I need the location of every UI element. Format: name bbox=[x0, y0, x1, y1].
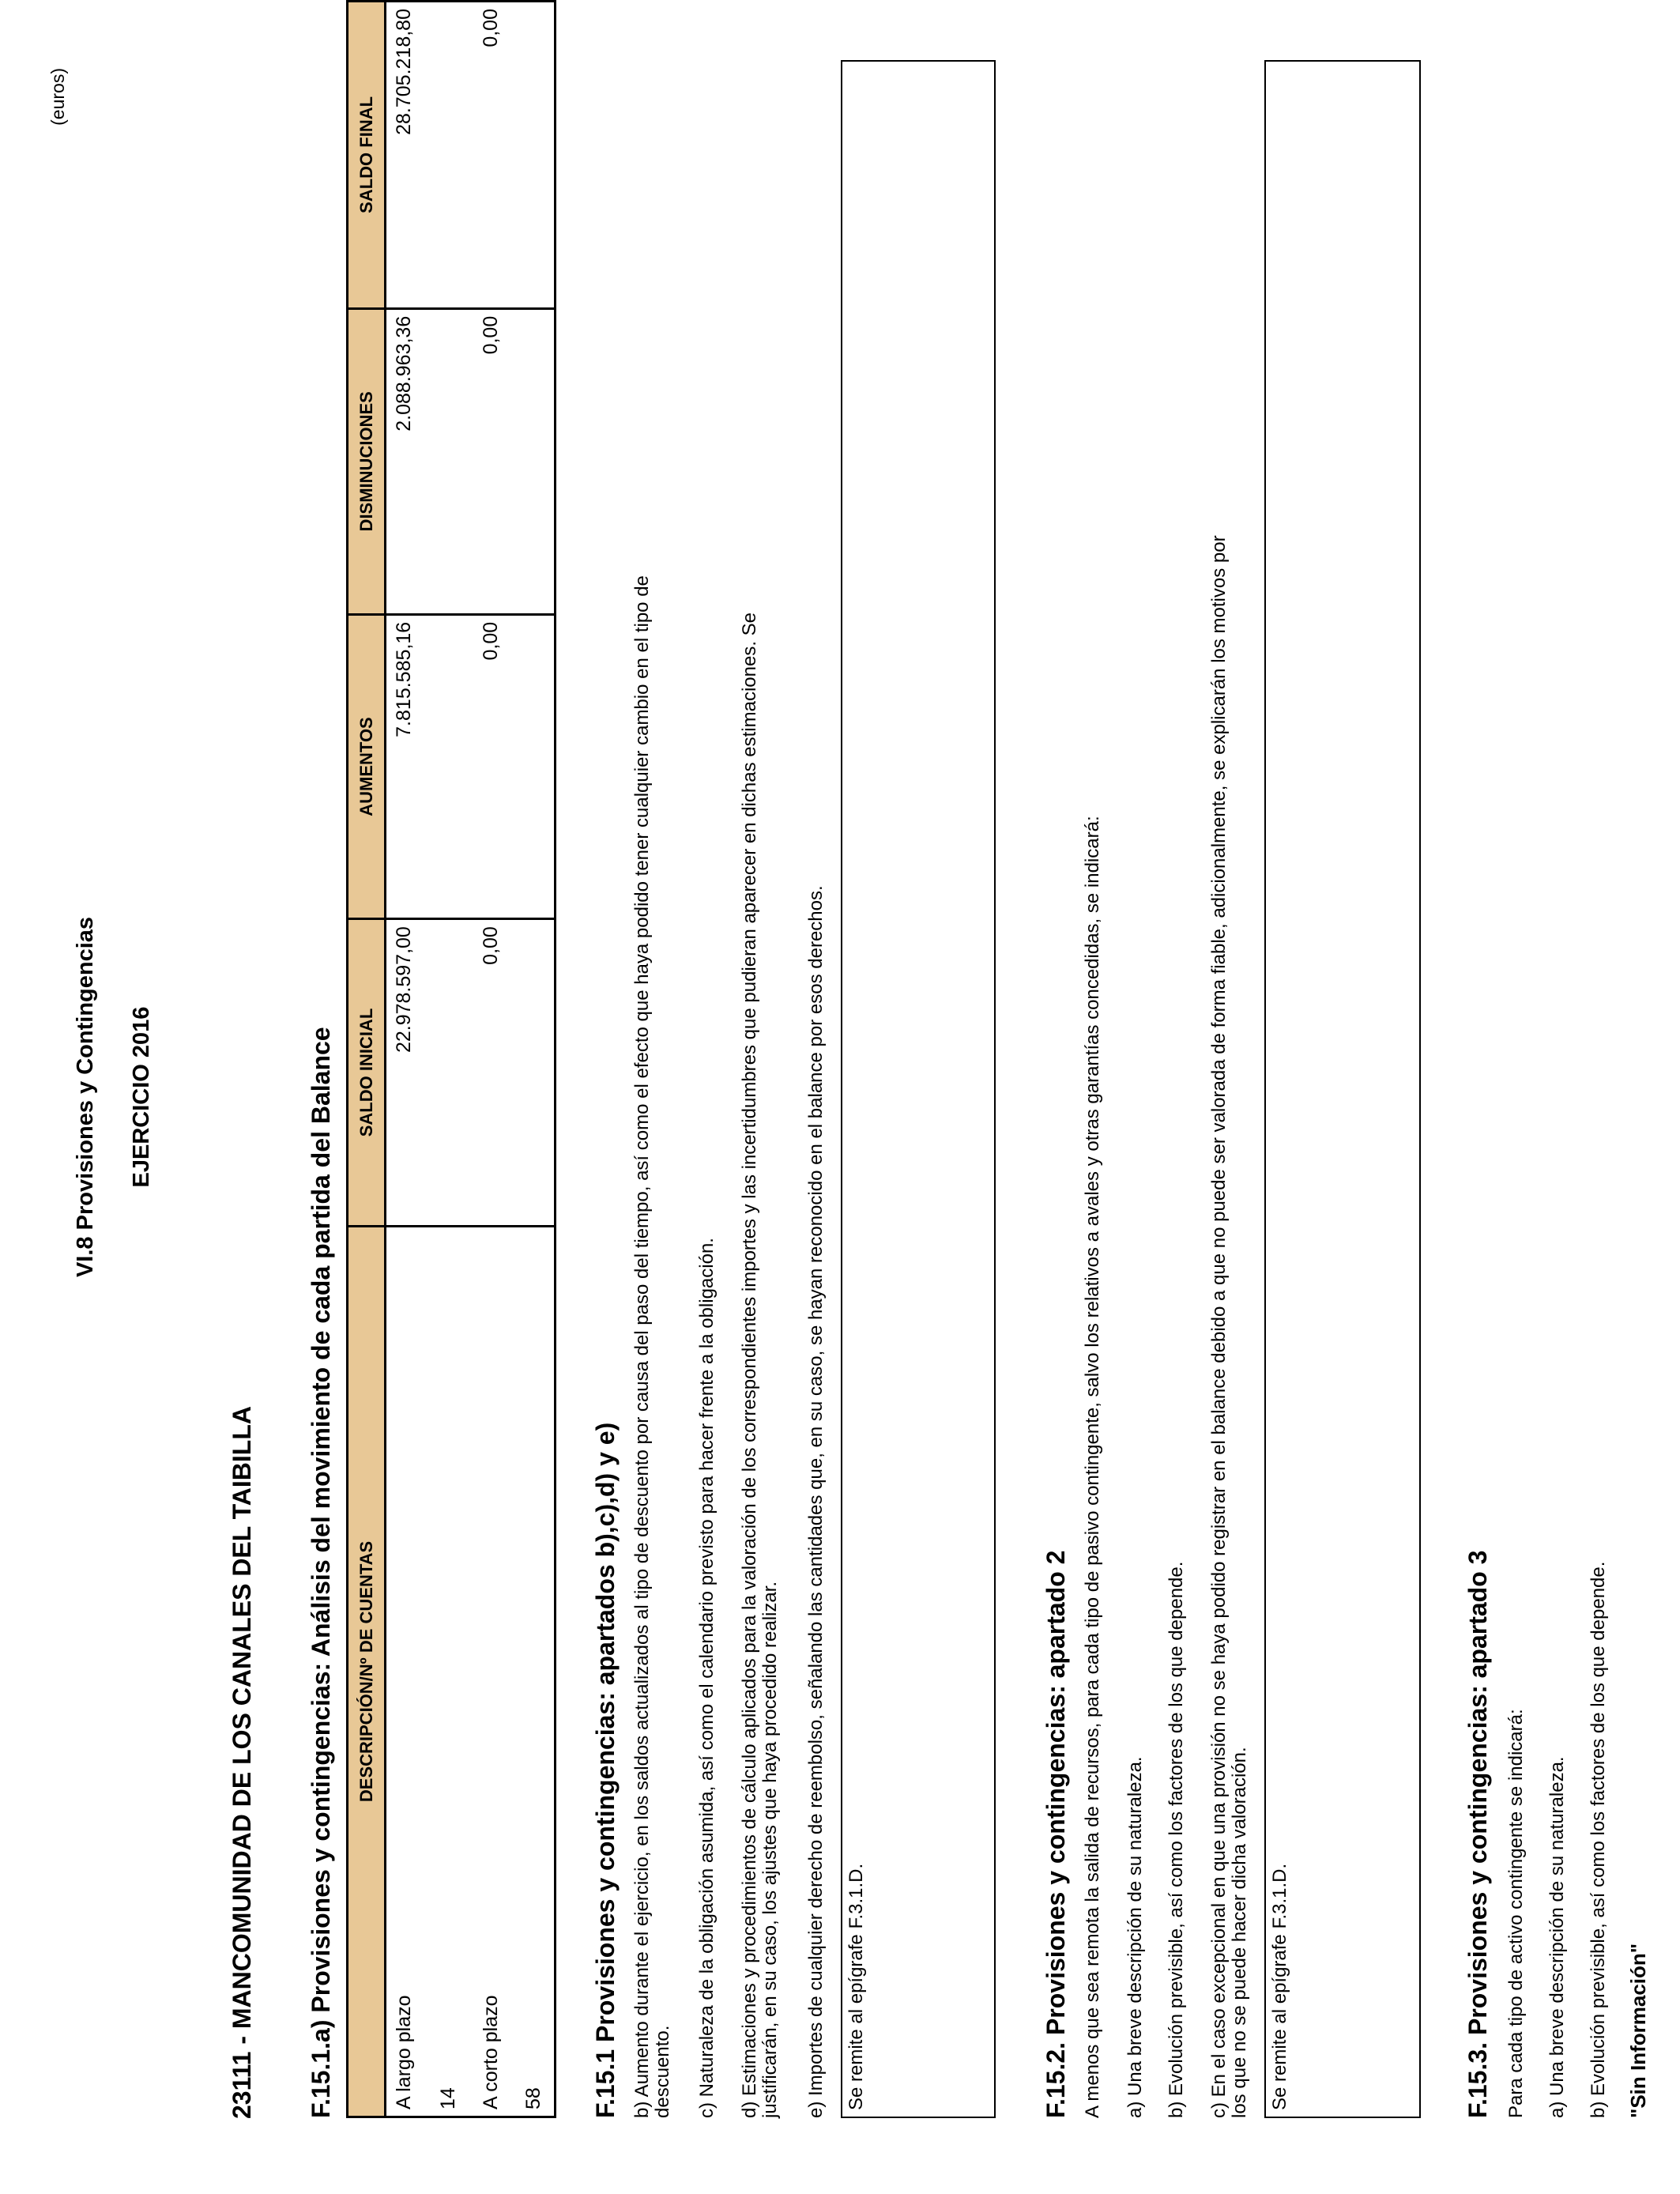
paragraph-intro: A menos que sea remota la salida de recursos, para cada tipo de pasivo contingente, salvo los relativos a avales y otras garantías concedidas, se indicará: bbox=[1082, 816, 1103, 2118]
table-row bbox=[519, 2, 556, 2117]
row-account-number: 14 bbox=[432, 1226, 477, 2117]
paragraph-b: b) Aumento durante el ejercicio, en los saldos actualizados al tipo de descuento por causa del paso del tiempo, así como el efecto que haya podido tener cualquier cambio en el tipo de bbox=[631, 575, 653, 2118]
paragraph-a: a) Una breve descripción de su naturaleza. bbox=[1546, 1756, 1568, 2118]
section-f1511-heading: F.15.1.a) Provisiones y contingencias: Análisis del movimiento de cada partida del Balance bbox=[307, 1027, 335, 2118]
box-text: Se remite al epígrafe F.3.1.D. bbox=[846, 1863, 867, 2110]
row-description: A corto plazo bbox=[477, 1226, 519, 2117]
table-row bbox=[432, 2, 477, 2117]
paragraph-b: b) Evolución previsible, así como los factores de los que depende. bbox=[1166, 1561, 1187, 2118]
cell-aumentos: 7.815.585,16 bbox=[386, 614, 433, 918]
cell-saldo-final: 28.705.218,80 bbox=[386, 2, 433, 309]
cell-disminuciones: 2.088.963,36 bbox=[386, 308, 433, 614]
row-account-number: 58 bbox=[519, 1226, 556, 2117]
col-header-description: DESCRIPCIÓN/Nº DE CUENTAS bbox=[348, 1226, 386, 2117]
paragraph-b: b) Evolución previsible, así como los factores de los que depende. bbox=[1588, 1561, 1609, 2118]
col-header-saldo-final: SALDO FINAL bbox=[348, 2, 386, 309]
provisions-table bbox=[346, 0, 556, 2118]
paragraph-b-cont: descuento. bbox=[652, 2025, 673, 2118]
table-row bbox=[386, 2, 433, 2117]
section-f152-heading: F.15.2. Provisiones y contingencias: apartado 2 bbox=[1042, 1550, 1070, 2118]
cell-saldo-final: 0,00 bbox=[477, 2, 519, 309]
text-box-f152 bbox=[1264, 60, 1421, 2118]
section-f153-heading: F.15.3. Provisiones y contingencias: apartado 3 bbox=[1463, 1550, 1492, 2118]
paragraph-d-cont: justificarán, en su caso, los ajustes que haya procedido realizar. bbox=[759, 1581, 781, 2118]
page-title: VI.8 Provisiones y Contingencias bbox=[73, 916, 98, 1278]
paragraph-c: c) Naturaleza de la obligación asumida, así como el calendario previsto para hacer frente a la obligación. bbox=[696, 1238, 718, 2118]
cell-aumentos: 0,00 bbox=[477, 614, 519, 918]
col-header-saldo-inicial: SALDO INICIAL bbox=[348, 919, 386, 1227]
cell-disminuciones: 0,00 bbox=[477, 308, 519, 614]
cell-saldo-inicial: 22.978.597,00 bbox=[386, 919, 433, 1227]
box-text: Se remite al epígrafe F.3.1.D. bbox=[1269, 1863, 1290, 2110]
units-label: (euros) bbox=[47, 68, 68, 126]
row-description: A largo plazo bbox=[386, 1226, 433, 2117]
paragraph-e: e) Importes de cualquier derecho de reembolso, señalando las cantidades que, en su caso, se hayan reconocido en el balance por esos derechos. bbox=[805, 885, 827, 2118]
text-box-f151 bbox=[841, 60, 996, 2118]
paragraph-c-cont: los que no se puede hacer dicha valoración. bbox=[1229, 1747, 1250, 2118]
paragraph-d: d) Estimaciones y procedimientos de cálculo aplicados para la valoración de los correspondientes importes y las incertidumbres que pudieran aparecer en dichas estimaciones. Se bbox=[739, 612, 760, 2118]
col-header-aumentos: AUMENTOS bbox=[348, 614, 386, 918]
col-header-disminuciones: DISMINUCIONES bbox=[348, 308, 386, 614]
exercise-title: EJERCICIO 2016 bbox=[129, 1006, 154, 1188]
paragraph-c: c) En el caso excepcional en que una provisión no se haya podido registrar en el balance debido a que no puede ser valorada de forma fiable, adicionalmente, se explicarán los motivos por bbox=[1208, 535, 1230, 2118]
entity-title: 23111 - MANCOMUNIDAD DE LOS CANALES DEL TAIBILLA bbox=[228, 1405, 256, 2119]
no-information-note: "Sin Información" bbox=[1626, 1943, 1650, 2118]
paragraph-intro: Para cada tipo de activo contingente se indicará: bbox=[1505, 1709, 1527, 2118]
table-row bbox=[477, 2, 519, 2117]
cell-saldo-inicial: 0,00 bbox=[477, 919, 519, 1227]
section-f151-heading: F.15.1 Provisiones y contingencias: apartados b),c),d) y e) bbox=[591, 1422, 620, 2118]
table-header-row bbox=[348, 2, 386, 2117]
paragraph-a: a) Una breve descripción de su naturaleza. bbox=[1124, 1756, 1146, 2118]
